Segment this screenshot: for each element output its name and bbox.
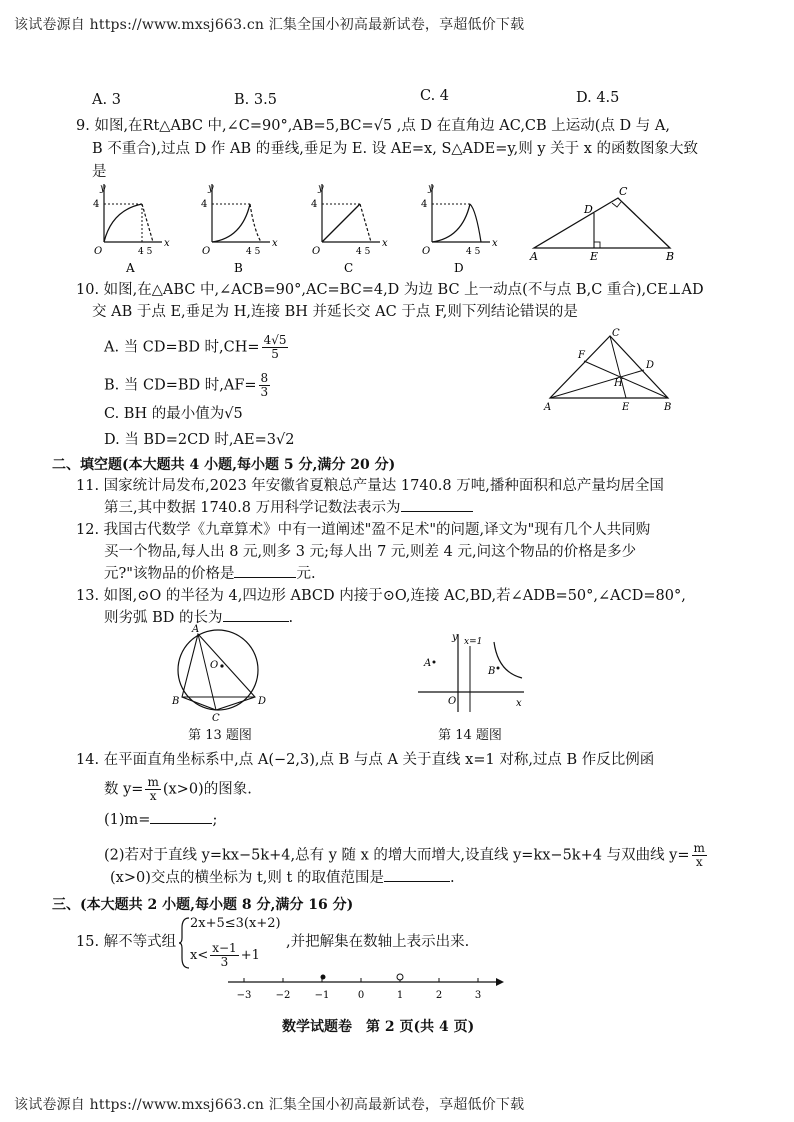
- svg-text:O: O: [448, 696, 457, 707]
- svg-text:4 5: 4 5: [138, 247, 153, 257]
- q10-line-1: 10. 如图,在△ABC 中,∠ACB=90°,AC=BC=4,D 为边 BC 上一动点(不与点 B,C 重合),CE⊥AD: [76, 282, 704, 298]
- q11-line-1: 11. 国家统计局发布,2023 年安徽省夏粮总产量达 1740.8 万吨,播种面积和总产量均居全国: [76, 478, 664, 494]
- svg-text:E: E: [622, 402, 630, 413]
- svg-text:B: B: [172, 696, 180, 707]
- svg-text:4: 4: [311, 199, 318, 210]
- svg-text:4 5: 4 5: [466, 247, 481, 257]
- q8-option-c: C. 4: [420, 88, 450, 104]
- q13-caption: 第 13 题图: [188, 728, 252, 743]
- q14-line-1: 14. 在平面直角坐标系中,点 A(−2,3),点 B 与点 A 关于直线 x=1 对称,过点 B 作反比例函: [76, 752, 655, 768]
- q12-line-3: 元?"该物品的价格是 元.: [104, 566, 316, 582]
- svg-text:y: y: [428, 183, 434, 194]
- svg-text:C: C: [612, 328, 620, 339]
- svg-text:x: x: [516, 698, 522, 709]
- q12-line-1: 12. 我国古代数学《九章算术》中有一道阐述"盈不足术"的问题,译文为"现有几个人共同购: [76, 522, 651, 538]
- q8-option-b: B. 3.5: [234, 92, 277, 108]
- svg-text:D: D: [258, 696, 267, 707]
- q10-option-d: D. 当 BD=2CD 时,AE=3√2: [104, 432, 295, 448]
- svg-text:x: x: [492, 238, 498, 249]
- q15-number-line: [224, 968, 508, 1002]
- q15-prefix: 15. 解不等式组: [76, 934, 177, 950]
- q9-graph-c: [311, 183, 388, 275]
- svg-text:4 5: 4 5: [356, 247, 371, 257]
- number-line-label: 0: [357, 990, 365, 1001]
- section-2-title: 二、填空题(本大题共 4 小题,每小题 5 分,满分 20 分): [52, 457, 396, 473]
- section-3-title: 三、(本大题共 2 小题,每小题 8 分,满分 16 分): [52, 897, 354, 913]
- svg-text:O: O: [202, 246, 211, 257]
- svg-text:C: C: [212, 713, 220, 724]
- svg-text:A: A: [530, 250, 538, 263]
- q10-option-b: B. 当 CD=BD 时,AF= $\frac{8}{3}$: [104, 371, 269, 399]
- q13-figure: [170, 622, 270, 722]
- svg-text:y: y: [100, 183, 106, 194]
- number-line-label: −3: [236, 990, 252, 1001]
- svg-text:x: x: [382, 238, 388, 249]
- q9-triangle: [529, 185, 674, 263]
- number-line-label: −1: [314, 990, 330, 1001]
- q11-line-2: 第三,其中数据 1740.8 万用科学记数法表示为: [104, 498, 473, 518]
- svg-text:y: y: [318, 183, 324, 194]
- q14-line-2: 数 y= $\frac{m}{x}$ (x>0)的图象.: [104, 775, 252, 803]
- q9-graph-a: [93, 183, 170, 275]
- q10-option-c: C. BH 的最小值为√5: [104, 406, 243, 422]
- svg-text:x=1: x=1: [464, 637, 483, 647]
- svg-text:E: E: [590, 250, 599, 263]
- q9-figures: [90, 180, 675, 280]
- number-line-label: 3: [474, 990, 482, 1001]
- svg-text:D: D: [646, 360, 655, 371]
- site-footer: 该试卷源自 https://www.mxsj663.cn 汇集全国小初高最新试卷，享超低价下载: [14, 1097, 525, 1113]
- svg-text:D: D: [454, 261, 464, 275]
- svg-text:F: F: [578, 350, 585, 361]
- q10-option-a: A. 当 CD=BD 时,CH= $\frac{4√5}{5}$: [104, 333, 287, 361]
- q9-graph-b: [201, 183, 278, 275]
- q14-part-1: (1)m= ;: [104, 812, 218, 828]
- svg-text:H: H: [614, 378, 623, 389]
- q10-figure: [540, 326, 680, 414]
- svg-text:x: x: [272, 238, 278, 249]
- q15-inequality-1: 2x+5≤3(x+2): [190, 916, 281, 931]
- svg-text:O: O: [422, 246, 431, 257]
- svg-text:4: 4: [93, 199, 100, 210]
- svg-text:O: O: [312, 246, 321, 257]
- q13-line-2: 则劣弧 BD 的长为 .: [104, 610, 294, 626]
- svg-text:O: O: [94, 246, 103, 257]
- svg-text:D: D: [584, 203, 593, 216]
- svg-text:C: C: [619, 185, 628, 198]
- number-line-label: −2: [275, 990, 291, 1001]
- q9-line-3: 是: [92, 164, 107, 180]
- q9-line-2: B 不重合),过点 D 作 AB 的垂线,垂足为 E. 设 AE=x, S△ADE=y,则 y 关于 x 的函数图象大致: [92, 141, 699, 157]
- svg-text:x: x: [164, 238, 170, 249]
- q8-option-a: A. 3: [92, 92, 121, 108]
- q9-graph-d: [421, 183, 498, 275]
- svg-text:y: y: [452, 632, 458, 643]
- svg-text:4: 4: [421, 199, 428, 210]
- q13-line-1: 13. 如图,⊙O 的半径为 4,四边形 ABCD 内接于⊙O,连接 AC,BD,若∠ADB=50°,∠ACD=80°,: [76, 588, 686, 604]
- q8-option-d: D. 4.5: [576, 90, 620, 106]
- svg-text:B: B: [664, 402, 672, 413]
- q14-caption: 第 14 题图: [438, 728, 502, 743]
- svg-text:y: y: [208, 183, 214, 194]
- q9-line-1: 9. 如图,在Rt△ABC 中,∠C=90°,AB=5,BC=√5 ,点 D 在直角边 AC,CB 上运动(点 D 与 A,: [76, 118, 670, 134]
- svg-text:O: O: [210, 660, 219, 671]
- svg-text:A: A: [544, 402, 552, 413]
- svg-text:B: B: [666, 250, 675, 263]
- svg-text:4: 4: [201, 199, 208, 210]
- svg-text:B: B: [234, 261, 243, 275]
- svg-text:A: A: [192, 624, 200, 635]
- q12-line-2: 买一个物品,每人出 8 元,则多 3 元;每人出 7 元,则差 4 元,问这个物品的价格是多少: [104, 544, 637, 560]
- svg-text:4 5: 4 5: [246, 247, 261, 257]
- q14-part-2-line-2: (x>0)交点的横坐标为 t,则 t 的取值范围是 .: [110, 870, 455, 886]
- q14-part-2-line-1: (2)若对于直线 y=kx−5k+4,总有 y 随 x 的增大而增大,设直线 y=kx−5k+4 与双曲线 y= $\frac{m}{x}$: [104, 841, 705, 869]
- number-line-label: 2: [435, 990, 443, 1001]
- q15-suffix: ,并把解集在数轴上表示出来.: [286, 934, 470, 950]
- svg-text:A: A: [424, 658, 432, 669]
- q10-line-2: 交 AB 于点 E,垂足为 H,连接 BH 并延长交 AC 于点 F,则下列结论错误的是: [92, 304, 578, 320]
- svg-text:C: C: [344, 261, 354, 275]
- svg-text:B: B: [488, 666, 496, 677]
- svg-text:A: A: [126, 261, 135, 275]
- number-line-label: 1: [396, 990, 404, 1001]
- q14-figure: [412, 628, 532, 718]
- page-number: 数学试题卷 第 2 页(共 4 页): [282, 1019, 475, 1035]
- site-header: 该试卷源自 https://www.mxsj663.cn 汇集全国小初高最新试卷，享超低价下载: [14, 17, 525, 33]
- q15-inequality-2: x< $\frac{x-1}{3}$ +1: [190, 941, 260, 969]
